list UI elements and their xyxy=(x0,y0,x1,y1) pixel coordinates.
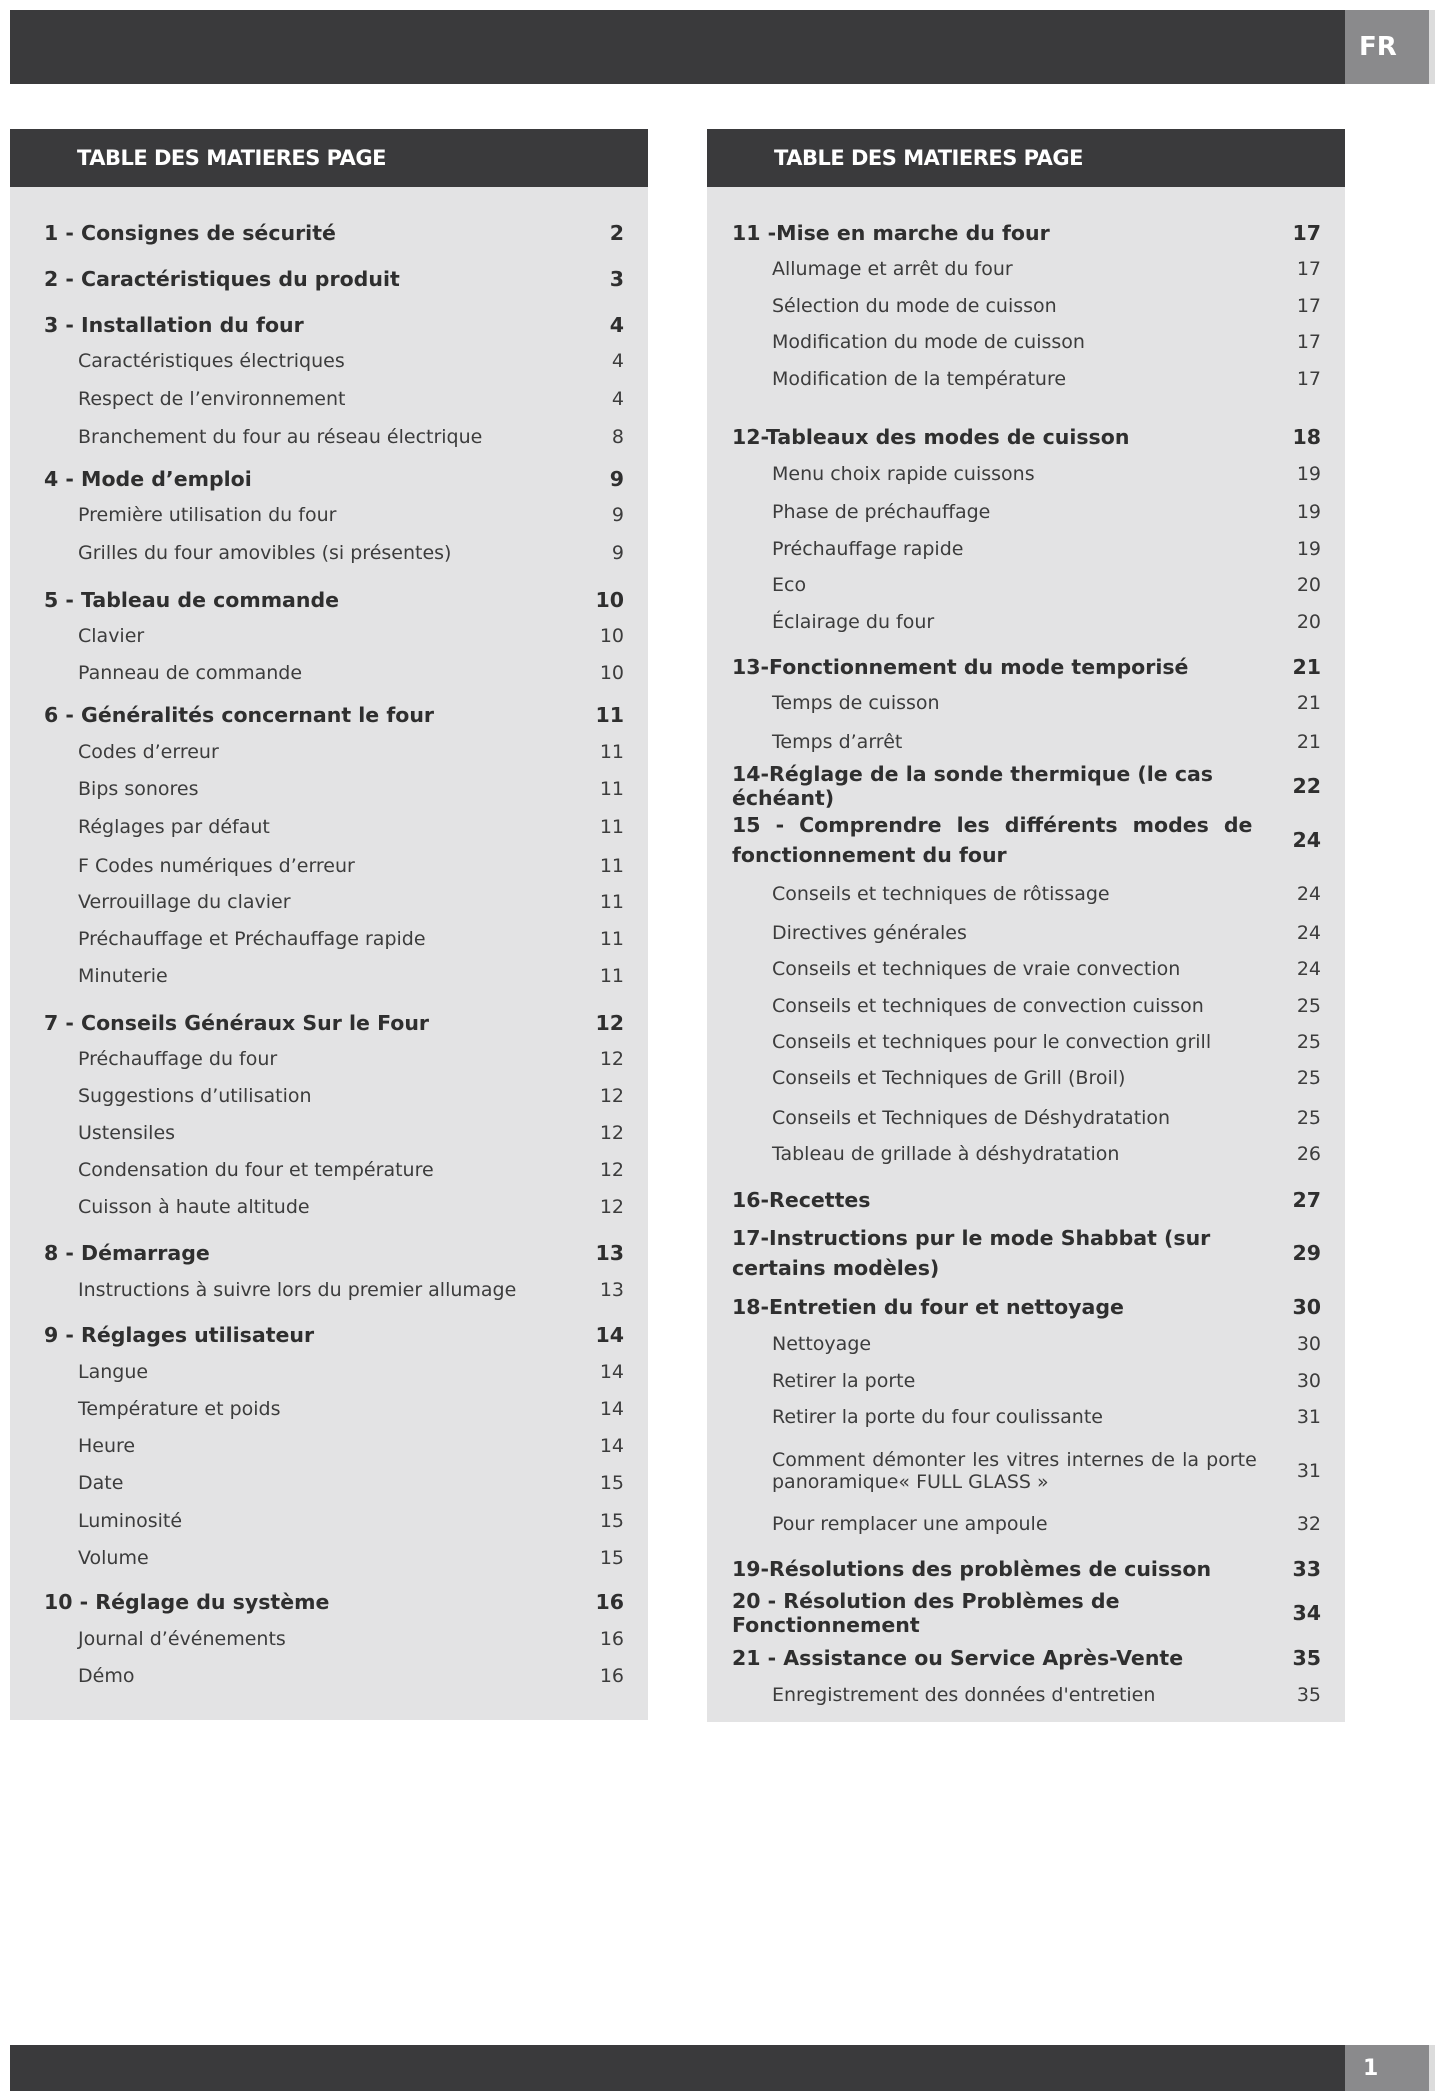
toc-entry-label: 12-Tableaux des modes de cuisson xyxy=(732,425,1130,449)
toc-page-number: 24 xyxy=(1292,828,1321,852)
toc-page-number: 25 xyxy=(1296,1107,1321,1129)
toc-entry-label: Conseils et Techniques de Grill (Broil) xyxy=(772,1067,1126,1089)
toc-entry-label: Pour remplacer une ampoule xyxy=(772,1513,1048,1535)
toc-entry-label: Conseils et techniques pour le convection grill xyxy=(772,1031,1212,1053)
toc-page-number: 24 xyxy=(1296,922,1321,944)
toc-entry-label: 18-Entretien du four et nettoyage xyxy=(732,1295,1124,1319)
toc-entry-label: 4 - Mode d’emploi xyxy=(44,467,252,491)
toc-panel-left xyxy=(10,129,648,1720)
toc-entry-label: 17-Instructions pur le mode Shabbat (sur certains modèles) xyxy=(732,1226,1211,1280)
toc-entry-label: Retirer la porte xyxy=(772,1370,916,1392)
toc-chapter-right-15 xyxy=(707,808,1345,872)
toc-entry-left-11 xyxy=(10,659,648,687)
toc-entry-label: Clavier xyxy=(78,625,145,647)
toc-chapter-right-5 xyxy=(707,423,1345,451)
toc-page-number: 10 xyxy=(599,625,624,647)
toc-chapter-right-14 xyxy=(707,762,1345,810)
toc-entry-label: 20 - Résolution des Problèmes de Fonctionnement xyxy=(732,1589,1120,1637)
toc-entry-label: Date xyxy=(78,1472,124,1494)
toc-entry-label: Phase de préchauffage xyxy=(772,501,991,523)
toc-entry-label: Modification de la température xyxy=(772,368,1067,390)
toc-entry-label: Éclairage du four xyxy=(772,611,935,633)
toc-entry-label: Menu choix rapide cuissons xyxy=(772,463,1035,485)
toc-entry-label: Panneau de commande xyxy=(78,662,303,684)
toc-page-number: 30 xyxy=(1292,1295,1321,1319)
toc-entry-label: Préchauffage rapide xyxy=(772,538,964,560)
toc-page-number: 9 xyxy=(611,542,624,564)
toc-page-number: 12 xyxy=(595,1011,624,1035)
toc-chapter-left-20 xyxy=(10,1009,648,1037)
top-header-bar xyxy=(10,10,1345,84)
toc-chapter-right-32 xyxy=(707,1555,1345,1583)
toc-entry-label: Journal d’événements xyxy=(78,1628,286,1650)
toc-chapter-left-35 xyxy=(10,1588,648,1616)
toc-page-number: 25 xyxy=(1296,1031,1321,1053)
toc-entry-right-16 xyxy=(707,880,1345,908)
toc-entry-label: Première utilisation du four xyxy=(78,504,337,526)
toc-page-number: 34 xyxy=(1292,1601,1321,1625)
toc-entry-label: Branchement du four au réseau électrique xyxy=(78,426,483,448)
toc-page-number: 25 xyxy=(1296,1067,1321,1089)
toc-header-right: TABLE DES MATIERES PAGE xyxy=(707,129,1345,187)
toc-entry-label: Préchauffage et Préchauffage rapide xyxy=(78,928,426,950)
toc-entry-left-13 xyxy=(10,738,648,766)
toc-page-number: 24 xyxy=(1296,883,1321,905)
toc-entry-right-28 xyxy=(707,1367,1345,1395)
toc-page-number: 19 xyxy=(1296,538,1321,560)
toc-page-number: 35 xyxy=(1292,1646,1321,1670)
toc-page-number: 32 xyxy=(1296,1513,1321,1535)
toc-entry-label: Allumage et arrêt du four xyxy=(772,258,1013,280)
toc-page-number: 15 xyxy=(599,1510,624,1532)
toc-page-number: 11 xyxy=(599,741,624,763)
toc-page-number: 15 xyxy=(599,1547,624,1569)
toc-entry-right-2 xyxy=(707,292,1345,320)
toc-entry-left-14 xyxy=(10,775,648,803)
toc-chapter-left-26 xyxy=(10,1239,648,1267)
toc-page-number: 17 xyxy=(1296,295,1321,317)
toc-page-number: 20 xyxy=(1296,611,1321,633)
toc-page-number: 26 xyxy=(1296,1143,1321,1165)
toc-page-number: 11 xyxy=(599,855,624,877)
toc-entry-right-6 xyxy=(707,460,1345,488)
toc-header-left: TABLE DES MATIERES PAGE xyxy=(10,129,648,187)
toc-page-number: 25 xyxy=(1296,995,1321,1017)
toc-entry-right-13 xyxy=(707,728,1345,756)
toc-entry-label: Respect de l’environnement xyxy=(78,388,346,410)
toc-entry-label: 11 -Mise en marche du four xyxy=(732,221,1050,245)
toc-entry-label: 21 - Assistance ou Service Après-Vente xyxy=(732,1646,1184,1670)
toc-entry-right-23 xyxy=(707,1140,1345,1168)
toc-entry-left-19 xyxy=(10,962,648,990)
toc-entry-right-35 xyxy=(707,1681,1345,1709)
toc-page-number: 10 xyxy=(599,662,624,684)
toc-page-number: 4 xyxy=(611,388,624,410)
page-number: 1 xyxy=(1363,2055,1379,2081)
language-tab xyxy=(1345,10,1435,84)
toc-entry-left-8 xyxy=(10,539,648,567)
toc-entry-left-23 xyxy=(10,1119,648,1147)
toc-entry-label: 10 - Réglage du système xyxy=(44,1590,330,1614)
toc-entry-right-20 xyxy=(707,1028,1345,1056)
language-label: FR xyxy=(1359,32,1397,62)
toc-entry-right-9 xyxy=(707,571,1345,599)
toc-page-number: 3 xyxy=(609,267,624,291)
toc-entry-right-31 xyxy=(707,1510,1345,1538)
toc-chapter-left-1 xyxy=(10,265,648,293)
toc-entry-label: Temps d’arrêt xyxy=(772,731,903,753)
toc-entry-left-18 xyxy=(10,925,648,953)
toc-entry-label: Grilles du four amovibles (si présentes) xyxy=(78,542,452,564)
toc-entry-label: Luminosité xyxy=(78,1510,183,1532)
toc-entry-label: Verrouillage du clavier xyxy=(78,891,291,913)
toc-page-number: 30 xyxy=(1296,1370,1321,1392)
toc-entry-label: Conseils et techniques de convection cuisson xyxy=(772,995,1204,1017)
toc-page-number: 15 xyxy=(599,1472,624,1494)
toc-page-number: 30 xyxy=(1296,1333,1321,1355)
toc-page-number: 19 xyxy=(1296,501,1321,523)
toc-page-number: 35 xyxy=(1296,1684,1321,1706)
toc-page-number: 24 xyxy=(1296,958,1321,980)
toc-entry-label: Retirer la porte du four coulissante xyxy=(772,1406,1103,1428)
toc-entry-label: Sélection du mode de cuisson xyxy=(772,295,1057,317)
toc-entry-label: 19-Résolutions des problèmes de cuisson xyxy=(732,1557,1212,1581)
toc-page-number: 12 xyxy=(599,1048,624,1070)
toc-page-number: 21 xyxy=(1296,692,1321,714)
page-number-tab xyxy=(1345,2045,1435,2091)
toc-page-number: 33 xyxy=(1292,1557,1321,1581)
toc-page-number: 12 xyxy=(599,1159,624,1181)
toc-entry-left-21 xyxy=(10,1045,648,1073)
toc-page-number: 8 xyxy=(611,426,624,448)
toc-page-number: 4 xyxy=(611,350,624,372)
toc-entry-label: Tableau de grillade à déshydratation xyxy=(772,1143,1120,1165)
toc-chapter-right-33 xyxy=(707,1589,1345,1637)
toc-entry-label: Caractéristiques électriques xyxy=(78,350,345,372)
toc-chapter-right-34 xyxy=(707,1644,1345,1672)
toc-entry-label: Modification du mode de cuisson xyxy=(772,331,1085,353)
toc-page-number: 9 xyxy=(611,504,624,526)
toc-chapter-right-24 xyxy=(707,1186,1345,1214)
toc-entry-label: Préchauffage du four xyxy=(78,1048,278,1070)
toc-entry-left-24 xyxy=(10,1156,648,1184)
toc-page-number: 13 xyxy=(599,1279,624,1301)
toc-page-number: 14 xyxy=(595,1323,624,1347)
toc-entry-label: 6 - Généralités concernant le four xyxy=(44,703,435,727)
toc-entry-right-22 xyxy=(707,1104,1345,1132)
toc-page-number: 18 xyxy=(1292,425,1321,449)
toc-page-number: 16 xyxy=(595,1590,624,1614)
toc-entry-right-17 xyxy=(707,919,1345,947)
toc-page-number: 11 xyxy=(595,703,624,727)
bottom-footer-bar xyxy=(10,2045,1345,2091)
toc-entry-label: Cuisson à haute altitude xyxy=(78,1196,310,1218)
toc-entry-right-21 xyxy=(707,1064,1345,1092)
toc-entry-label: Démo xyxy=(78,1665,135,1687)
toc-entry-left-22 xyxy=(10,1082,648,1110)
toc-entry-left-3 xyxy=(10,347,648,375)
toc-entry-left-4 xyxy=(10,385,648,413)
toc-entry-label: Ustensiles xyxy=(78,1122,176,1144)
toc-chapter-left-9 xyxy=(10,586,648,614)
toc-page-number: 27 xyxy=(1292,1188,1321,1212)
toc-entry-label: 7 - Conseils Généraux Sur le Four xyxy=(44,1011,430,1035)
toc-chapter-left-12 xyxy=(10,701,648,729)
toc-entry-right-4 xyxy=(707,365,1345,393)
toc-entry-label: Condensation du four et température xyxy=(78,1159,434,1181)
toc-page-number: 4 xyxy=(609,313,624,337)
toc-entry-label: Réglages par défaut xyxy=(78,816,270,838)
toc-entry-label: Suggestions d’utilisation xyxy=(78,1085,312,1107)
toc-entry-label: 14-Réglage de la sonde thermique (le cas échéant) xyxy=(732,762,1214,810)
toc-page-number: 12 xyxy=(599,1085,624,1107)
toc-entry-label: Enregistrement des données d'entretien xyxy=(772,1684,1156,1706)
toc-page-number: 12 xyxy=(599,1196,624,1218)
toc-chapter-left-28 xyxy=(10,1321,648,1349)
toc-entry-left-5 xyxy=(10,423,648,451)
toc-entry-left-30 xyxy=(10,1395,648,1423)
toc-entry-left-27 xyxy=(10,1276,648,1304)
toc-chapter-right-26 xyxy=(707,1293,1345,1321)
toc-page-number: 20 xyxy=(1296,574,1321,596)
toc-chapter-right-0 xyxy=(707,219,1345,247)
toc-page-number: 12 xyxy=(599,1122,624,1144)
toc-chapter-right-11 xyxy=(707,653,1345,681)
toc-page-number: 13 xyxy=(595,1241,624,1265)
toc-chapter-left-2 xyxy=(10,311,648,339)
toc-entry-label: 9 - Réglages utilisateur xyxy=(44,1323,315,1347)
toc-entry-right-12 xyxy=(707,689,1345,717)
toc-entry-label: Codes d’erreur xyxy=(78,741,219,763)
toc-entry-label: Directives générales xyxy=(772,922,967,944)
toc-entry-left-25 xyxy=(10,1193,648,1221)
toc-page-number: 21 xyxy=(1292,655,1321,679)
toc-entry-label: Température et poids xyxy=(78,1398,281,1420)
toc-entry-label: Volume xyxy=(78,1547,149,1569)
toc-page-number: 19 xyxy=(1296,463,1321,485)
toc-entry-left-17 xyxy=(10,888,648,916)
toc-entry-right-3 xyxy=(707,328,1345,356)
toc-entry-left-31 xyxy=(10,1432,648,1460)
toc-entry-right-18 xyxy=(707,955,1345,983)
toc-entry-label: 16-Recettes xyxy=(732,1188,871,1212)
toc-page-number: 14 xyxy=(599,1361,624,1383)
toc-entry-label: Instructions à suivre lors du premier allumage xyxy=(78,1279,517,1301)
toc-page-number: 14 xyxy=(599,1398,624,1420)
toc-entry-left-37 xyxy=(10,1662,648,1690)
toc-entry-label: Nettoyage xyxy=(772,1333,872,1355)
toc-entry-label: Comment démonter les vitres internes de la porte panoramique« FULL GLASS » xyxy=(772,1449,1257,1493)
toc-page-number: 9 xyxy=(609,467,624,491)
toc-entry-label: 2 - Caractéristiques du produit xyxy=(44,267,400,291)
toc-entry-left-32 xyxy=(10,1469,648,1497)
toc-page-number: 14 xyxy=(599,1435,624,1457)
toc-entry-left-16 xyxy=(10,852,648,880)
toc-entry-label: Heure xyxy=(78,1435,136,1457)
toc-page-number: 31 xyxy=(1296,1460,1321,1482)
toc-entry-label: Conseils et Techniques de Déshydratation xyxy=(772,1107,1171,1129)
toc-entry-label: Langue xyxy=(78,1361,149,1383)
toc-entry-right-27 xyxy=(707,1330,1345,1358)
toc-page-number: 17 xyxy=(1296,331,1321,353)
toc-chapter-left-0 xyxy=(10,219,648,247)
toc-entry-right-10 xyxy=(707,608,1345,636)
toc-page-number: 11 xyxy=(599,928,624,950)
toc-entry-label: 13-Fonctionnement du mode temporisé xyxy=(732,655,1189,679)
toc-entry-left-34 xyxy=(10,1544,648,1572)
toc-entry-right-7 xyxy=(707,498,1345,526)
toc-entry-label: 8 - Démarrage xyxy=(44,1241,210,1265)
toc-entry-label: Minuterie xyxy=(78,965,168,987)
toc-page-number: 29 xyxy=(1292,1241,1321,1265)
toc-entry-label: Conseils et techniques de vraie convection xyxy=(772,958,1181,980)
toc-page-number: 11 xyxy=(599,778,624,800)
toc-entry-label: F Codes numériques d’erreur xyxy=(78,855,355,877)
toc-entry-label: 15 - Comprendre les différents modes de fonctionnement du four xyxy=(732,813,1253,867)
toc-page-number: 16 xyxy=(599,1628,624,1650)
toc-entry-right-19 xyxy=(707,992,1345,1020)
toc-entry-label: Temps de cuisson xyxy=(772,692,940,714)
toc-entry-left-33 xyxy=(10,1507,648,1535)
toc-entry-label: 5 - Tableau de commande xyxy=(44,588,340,612)
toc-page-number: 21 xyxy=(1296,731,1321,753)
toc-page-number: 16 xyxy=(599,1665,624,1687)
toc-entry-label: Eco xyxy=(772,574,807,596)
toc-entry-left-29 xyxy=(10,1358,648,1386)
toc-entry-label: 3 - Installation du four xyxy=(44,313,304,337)
toc-page-number: 17 xyxy=(1296,368,1321,390)
toc-page-number: 10 xyxy=(595,588,624,612)
toc-page-number: 11 xyxy=(599,891,624,913)
toc-entry-left-15 xyxy=(10,813,648,841)
toc-entry-right-8 xyxy=(707,535,1345,563)
toc-page-number: 11 xyxy=(599,816,624,838)
toc-entry-right-30 xyxy=(707,1439,1345,1503)
toc-chapter-right-25 xyxy=(707,1221,1345,1285)
toc-entry-right-1 xyxy=(707,255,1345,283)
toc-page-number: 2 xyxy=(609,221,624,245)
toc-entry-label: Conseils et techniques de rôtissage xyxy=(772,883,1110,905)
toc-page-number: 17 xyxy=(1296,258,1321,280)
toc-panel-right xyxy=(707,129,1345,1722)
toc-entry-left-7 xyxy=(10,501,648,529)
toc-entry-left-36 xyxy=(10,1625,648,1653)
toc-entry-label: 1 - Consignes de sécurité xyxy=(44,221,336,245)
toc-page-number: 17 xyxy=(1292,221,1321,245)
toc-entry-left-10 xyxy=(10,622,648,650)
toc-page-number: 22 xyxy=(1292,774,1321,798)
toc-page-number: 31 xyxy=(1296,1406,1321,1428)
toc-entry-right-29 xyxy=(707,1403,1345,1431)
toc-page-number: 11 xyxy=(599,965,624,987)
toc-chapter-left-6 xyxy=(10,465,648,493)
toc-entry-label: Bips sonores xyxy=(78,778,199,800)
